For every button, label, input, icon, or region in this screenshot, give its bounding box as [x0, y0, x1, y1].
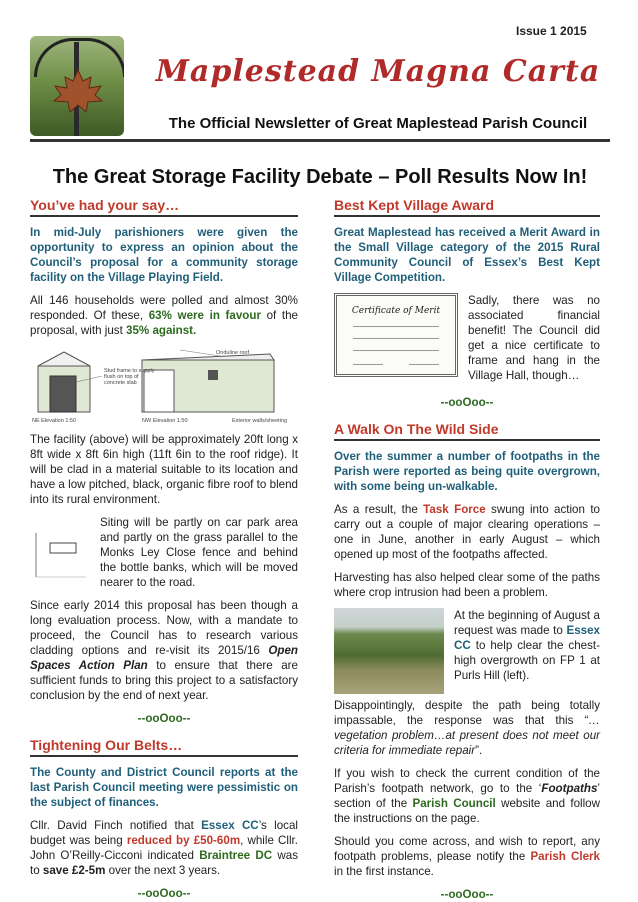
shed-drawing: [30, 346, 298, 424]
newsletter-subtitle: The Official Newsletter of Great Maplestead Parish Council: [168, 115, 588, 132]
newsletter-title: Maplestead Magna Carta: [155, 54, 601, 89]
text-run: to ensure that there are sufficient funds to bring this project to a satisfactory conclusion by the end of next year.: [30, 659, 298, 702]
council-quote: …vegetation problem…at present does not meet our criteria for immediate repair: [334, 714, 600, 757]
essex-cc: Essex CC: [454, 624, 600, 652]
text-run: If you wish to check the current condition of the Parish’s footpath network, go to the ‘: [334, 767, 600, 795]
text-run: Since early 2014 this proposal has been though a long evaluation process. Now, with a mandate to proceed, the Council has to research various cladding options and re-visit its 2015/16: [30, 599, 298, 657]
siting-paragraph: Siting will be partly on car park area and partly on the grass parallel to the Monks Ley Close fence and behind the bottle banks, which will be moved nearer to the road.: [100, 516, 298, 589]
poll-results-paragraph: [30, 293, 298, 338]
section-lead-walk: Over the summer a number of footpaths in the Parish were reported as being quite overgrown, with some being un-walkable.: [334, 450, 600, 493]
issue-number: Issue 1 2015: [516, 24, 587, 38]
essex-cc: Essex CC: [201, 819, 259, 832]
footpaths-section: Footpaths: [541, 782, 598, 795]
certificate-signature: [409, 364, 439, 365]
certificate-title: Certificate of Merit: [351, 306, 441, 316]
task-force-paragraph: [334, 502, 600, 562]
section-title-belts: Tightening Our Belts…: [30, 738, 298, 757]
diagram-label-stud: Stud frame to supply flush on top of concrete slab: [104, 368, 155, 386]
certificate-line: [353, 326, 439, 327]
text-run: of the proposal, with just: [30, 309, 299, 337]
certificate-image: [334, 293, 458, 377]
text-run: website and follow the instructions on the page.: [334, 797, 600, 825]
header-rule: [30, 139, 610, 142]
diagram-caption-ne: NE Elevation 1:50: [32, 418, 77, 424]
harvesting-paragraph: Harvesting has also helped clear some of the paths where crop intrusion had been a problem.: [334, 571, 600, 599]
parish-clerk: Parish Clerk: [530, 850, 601, 863]
village-sign-logo: [30, 36, 124, 136]
text-run: At the beginning of August a request was made to: [454, 609, 600, 637]
separator: --ooOoo--: [440, 396, 494, 409]
separator: --ooOoo--: [137, 887, 191, 900]
award-paragraph: Sadly, there was no associated financial benefit! The Council did get a nice certificate to frame and hang in the Village Hall, though…: [468, 294, 600, 382]
storage-elevation-diagram: [30, 346, 298, 424]
budget-reduction: reduced by £50-60m: [126, 834, 241, 847]
text-run: Should you come across, and wish to report, any footpath problems, please notify the: [334, 835, 600, 863]
evaluation-paragraph: [30, 598, 298, 703]
facility-description: The facility (above) will be approximately 20ft long x 8ft wide x 8ft 6in high (11ft 6in to the roof ridge). It will be clad in a material suitable to its location and have a low pitched, black, organic fibre roof to blend into its rural environment.: [30, 433, 298, 506]
section-title-award: Best Kept Village Award: [334, 198, 600, 217]
left-column: [30, 198, 298, 901]
text-run: was to: [30, 849, 298, 877]
right-column: [334, 198, 600, 902]
section-lead-award: Great Maplestead has received a Merit Award in the Small Village category of the 2015 Rural Community Council of Essex’s Best Kept Village Competition.: [334, 226, 600, 284]
text-run: , while Cllr. John O’Reilly-Cicconi indicated: [30, 834, 298, 862]
certificate-line: [353, 350, 439, 351]
separator: --ooOoo--: [440, 888, 494, 901]
text-run: to help clear the chest-high overgrowth on FP 1 at Purls Hill (left).: [454, 639, 600, 682]
site-plan-sketch: [30, 515, 90, 583]
text-run: Disappointingly, despite the path being totally impassable, the response was that this “: [334, 699, 600, 727]
text-run: All 146 households were polled and almost 30% responded. Of these,: [30, 294, 298, 322]
text-run: As a result, the: [334, 503, 424, 516]
overgrown-footpath-photo: [334, 608, 444, 694]
text-run: over the next 3 years.: [105, 864, 221, 877]
text-run: ’ section of the: [334, 782, 600, 810]
against-percent: 35% against.: [126, 324, 197, 337]
open-spaces-plan: Open Spaces Action Plan: [30, 644, 298, 672]
text-run: in the first instance.: [334, 865, 434, 878]
diagram-caption-nw: NW Elevation 1:50: [142, 418, 188, 424]
section-title-say: You’ve had your say…: [30, 198, 298, 217]
favour-percent: 63% were in favour: [148, 309, 261, 322]
report-paragraph: [334, 834, 600, 879]
diagram-label-roof: Onduline roof: [216, 350, 250, 356]
website-paragraph: [334, 766, 600, 826]
task-force: Task Force: [423, 503, 486, 516]
maple-leaf-icon: [52, 68, 104, 114]
diagram-caption-walls: Exterior walls/sheeting: [232, 418, 288, 424]
text-run: ”.: [475, 744, 483, 757]
response-paragraph: [334, 698, 600, 758]
section-lead-belts: The County and District Council reports at the last Parish Council meeting were pessimistic on the subject of finances.: [30, 766, 298, 809]
braintree-dc: Braintree DC: [199, 849, 273, 862]
headline: The Great Storage Facility Debate – Poll Results Now In!: [52, 166, 588, 188]
section-title-walk: A Walk On The Wild Side: [334, 422, 600, 441]
section-lead-say: In mid-July parishioners were given the opportunity to express an opinion about the Council’s proposal for a community storage facility on the Village Playing Field.: [30, 226, 298, 284]
finances-paragraph: [30, 818, 298, 878]
text-run: ’s local budget was being: [30, 819, 298, 847]
text-run: swung into action to carry out a couple of major clearing operations – one in June, another in early August – which opened up most of the footpaths affected.: [334, 503, 600, 561]
certificate-line: [353, 338, 439, 339]
parish-council-link[interactable]: Parish Council: [412, 797, 496, 810]
text-run: Cllr. David Finch notified that: [30, 819, 202, 832]
certificate-signature: [353, 364, 383, 365]
separator: --ooOoo--: [137, 712, 191, 725]
savings-amount: save £2-5m: [42, 864, 106, 877]
